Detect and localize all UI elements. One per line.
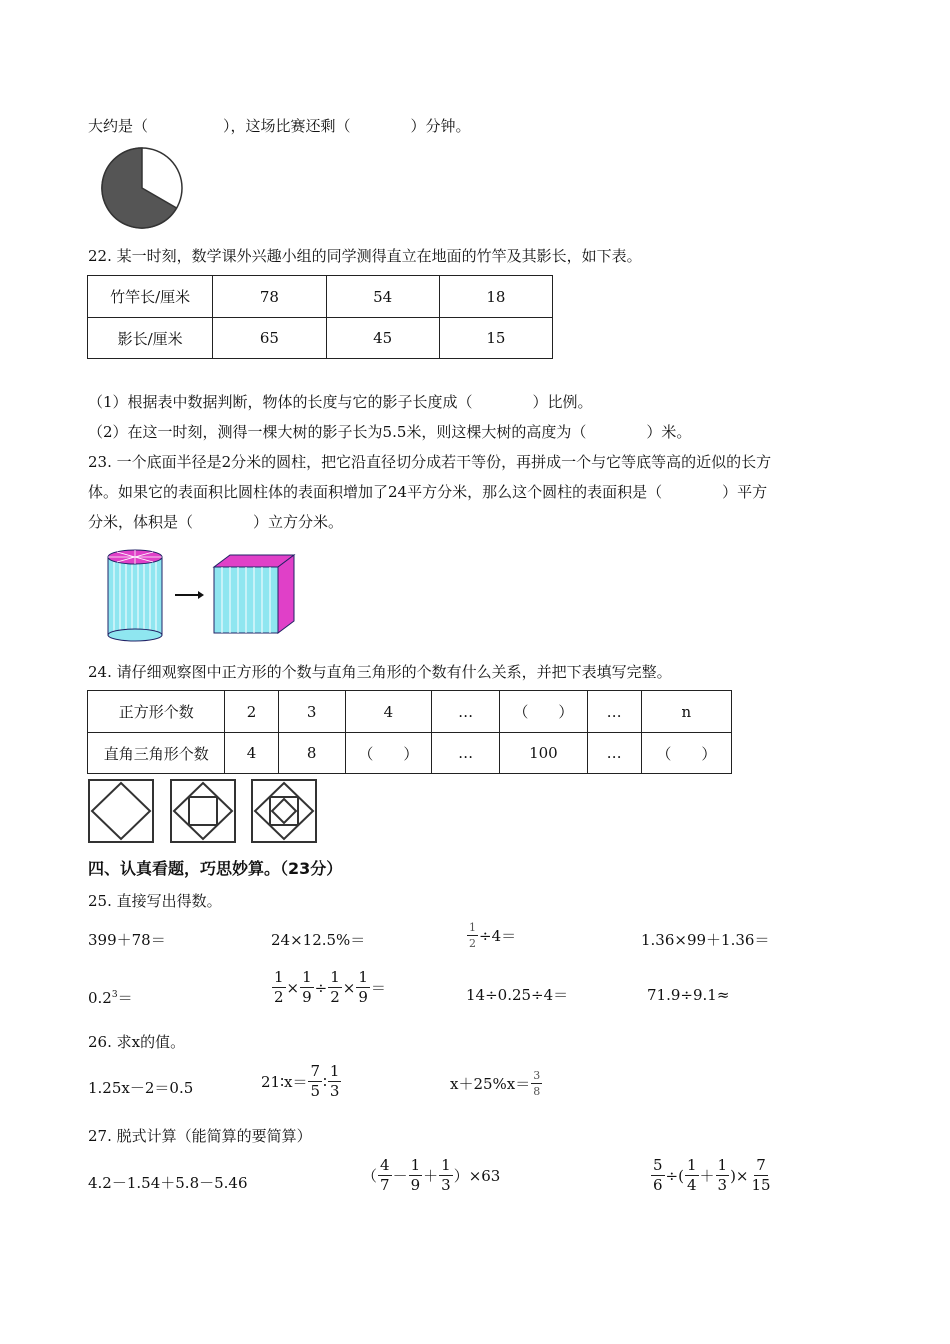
frac-den: 7 [380,1176,390,1194]
table-cell: … [432,733,500,774]
table-cell: n [641,691,731,733]
fraction [356,970,370,1005]
q22-table [87,275,553,359]
paren-close: ）×63 [453,1167,501,1185]
q26-expr2 [261,1064,342,1099]
fraction [308,1064,322,1099]
fraction [328,1064,342,1099]
operator: － [392,1167,408,1185]
q23-line1: 23. 一个底面半径是2分米的圆柱，把它沿直径切分成若干等份，再拼成一个与它等底等高的近似的长方 [88,453,772,471]
frac-den: 15 [751,1176,771,1194]
q25-stem: 25. 直接写出得数。 [88,892,222,910]
table-cell: … [432,691,500,733]
q25-expr4: 1.36×99＋1.36＝ [641,931,770,949]
nested-squares-figure [86,778,322,846]
table-row [88,733,732,774]
frac-den: 2 [274,988,284,1006]
table-cell: （ ） [641,733,731,774]
expr-tail: ÷4＝ [479,927,517,945]
fraction [378,1158,392,1193]
paren-open: （ [362,1167,378,1185]
pie-figure [100,146,186,232]
frac-den: 3 [441,1176,451,1194]
frac-den: 4 [686,1176,697,1194]
operator: )× [730,1166,749,1185]
fraction [328,970,342,1005]
q24-stem: 24. 请仔细观察图中正方形的个数与直角三角形的个数有什么关系，并把下表填写完整。 [88,663,672,681]
operator: ＝ [370,979,386,997]
q25-expr7: 14÷0.25÷4＝ [466,986,569,1004]
q22-stem: 22. 某一时刻，数学课外兴趣小组的同学测得直立在地面的竹竿及其影长，如下表。 [88,247,642,265]
squares-pattern-2 [171,780,235,842]
frac-num: 1 [410,1156,421,1174]
operator: × [342,978,356,997]
fraction [685,1158,699,1193]
expr-head: x＋25%x＝ [450,1075,531,1093]
squares-pattern-1 [89,780,153,842]
row-label: 影长/厘米 [88,318,213,359]
arrow-right-icon [175,591,204,599]
q23-line2: 体。如果它的表面积比圆柱体的表面积增加了24平方分米，那么这个圆柱的表面积是（ ）平方 [88,483,768,501]
operator: ＋ [699,1167,715,1185]
expr-base: 0.2 [88,989,112,1007]
q22-sub2: （2）在这一时刻，测得一棵大树的影子长为5.5米，则这棵大树的高度为（ ）米。 [88,423,692,441]
q26-expr3 [450,1070,543,1097]
row-label: 直角三角形个数 [88,733,225,774]
row-label: 竹竿长/厘米 [88,276,213,318]
fraction [409,1158,423,1193]
q27-expr1: 4.2－1.54＋5.8－5.46 [88,1174,248,1192]
table-cell: 100 [500,733,587,774]
frac-den: 3 [329,1082,340,1100]
frac-num: 1 [469,921,476,934]
table-cell: 2 [225,691,278,733]
table-cell: … [587,733,641,774]
q25-expr2: 24×12.5%＝ [271,931,366,949]
table-cell: （ ） [345,733,431,774]
operator: ÷ [314,978,328,997]
table-cell: （ ） [500,691,587,733]
table-cell: 18 [439,276,552,318]
section4-title: 四、认真看题，巧思妙算。（23分） [88,859,343,878]
frac-num: 4 [380,1156,390,1174]
q26-stem: 26. 求x的值。 [88,1033,186,1051]
frac-num: 7 [756,1156,766,1174]
row-label: 正方形个数 [88,691,225,733]
fraction [716,1158,730,1193]
fraction [651,1158,665,1193]
fraction [467,922,478,949]
table-row [88,276,553,318]
table-cell: … [587,691,641,733]
q22-sub1: （1）根据表中数据判断，物体的长度与它的影子长度成（ ）比例。 [88,393,593,411]
frac-den: 2 [469,937,476,950]
frac-den: 8 [533,1085,541,1098]
cuboid-shape [214,555,294,633]
operator: ÷( [665,1166,684,1185]
fraction [272,970,286,1005]
cylinder-shape [108,550,162,641]
table-cell: 78 [213,276,326,318]
expr-head: 21∶x＝ [261,1073,308,1091]
frac-den: 9 [302,988,312,1006]
fraction [750,1158,773,1193]
table-cell: 65 [213,318,326,359]
expr-tail: ＝ [117,989,133,1007]
q25-expr8: 71.9÷9.1≈ [647,986,730,1004]
frac-den: 2 [330,988,340,1006]
fraction [531,1070,542,1097]
frac-num: 1 [330,968,340,986]
q27-expr2 [362,1158,500,1193]
table-cell: 4 [225,733,278,774]
frac-num: 1 [441,1156,451,1174]
fraction [300,970,314,1005]
q25-expr1: 399＋78＝ [88,931,166,949]
cylinder-to-cuboid-figure [100,545,300,645]
table-row [88,691,732,733]
frac-num: 7 [310,1062,320,1080]
frac-den: 5 [310,1082,320,1100]
table-row [88,318,553,359]
frac-den: 3 [717,1176,728,1194]
q25-expr5 [88,985,133,1008]
operator: ＋ [423,1167,439,1185]
table-cell: 15 [439,318,552,359]
table-cell: 45 [326,318,439,359]
q23-line3: 分米，体积是（ ）立方分米。 [88,513,344,531]
table-cell: 4 [345,691,431,733]
frac-num: 5 [653,1156,663,1174]
q25-expr3 [466,922,516,949]
frac-den: 9 [410,1176,421,1194]
q21-text: 大约是（ ），这场比赛还剩（ ）分钟。 [88,117,471,135]
q27-expr3 [650,1158,774,1193]
frac-num: 1 [358,968,368,986]
exponent: 3 [111,990,118,1000]
q26-expr1: 1.25x－2＝0.5 [88,1079,194,1097]
table-cell: 54 [326,276,439,318]
q27-stem: 27. 脱式计算（能简算的要简算） [88,1127,312,1145]
frac-num: 1 [686,1156,697,1174]
frac-num: 1 [302,968,312,986]
squares-pattern-3 [252,780,316,842]
table-cell: 8 [278,733,345,774]
frac-den: 6 [653,1176,663,1194]
fraction [439,1158,453,1193]
operator: × [286,978,300,997]
frac-num: 1 [717,1156,728,1174]
frac-num: 3 [533,1069,541,1082]
frac-num: 1 [329,1062,340,1080]
frac-den: 9 [358,988,368,1006]
q24-table [87,690,732,774]
operator: ∶ [323,1072,327,1091]
q25-expr6 [271,970,386,1005]
frac-num: 1 [274,968,284,986]
table-cell: 3 [278,691,345,733]
